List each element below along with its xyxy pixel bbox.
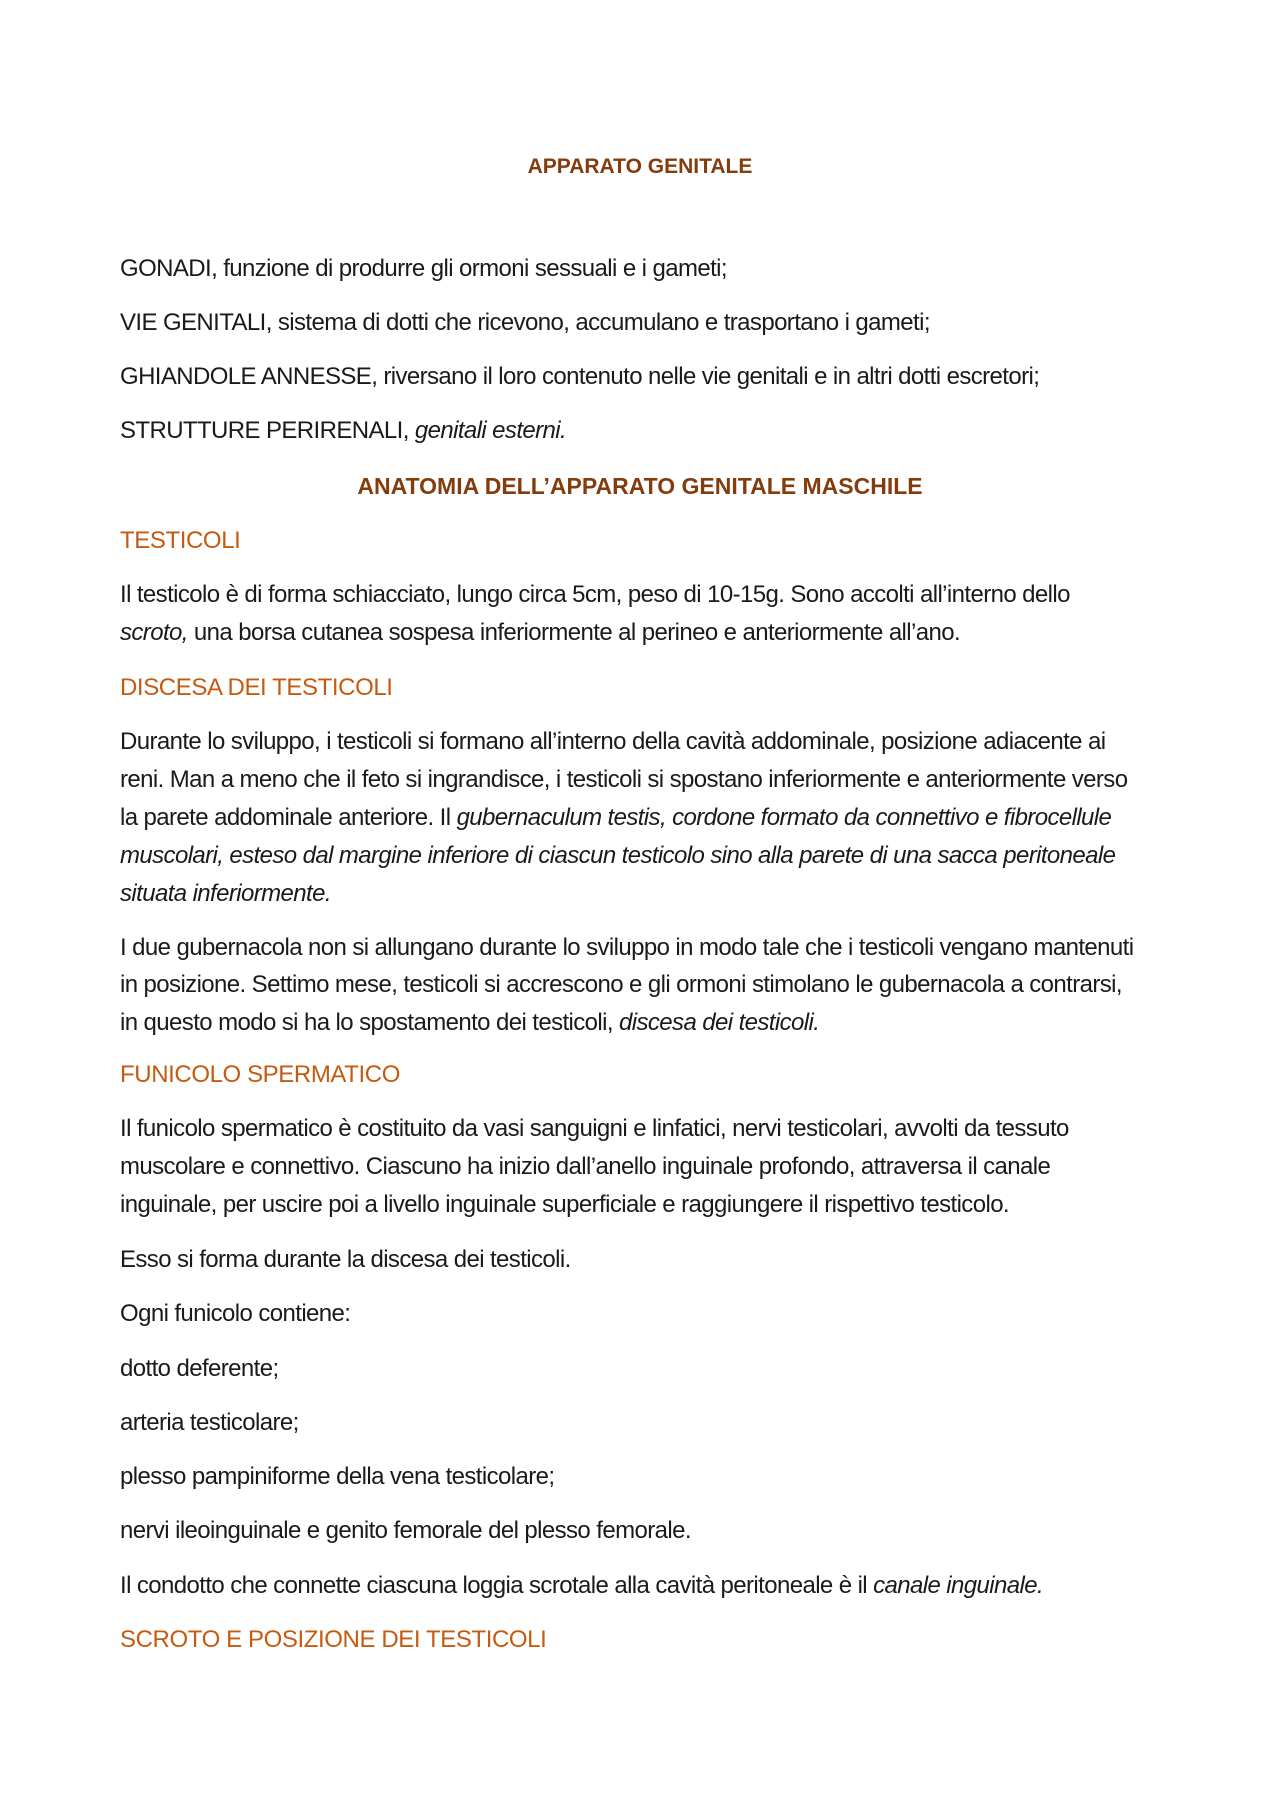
funicolo-line-1: Il funicolo spermatico è costituito da vasi sanguigni e linfatici, nervi testicolari, avvolti da tessuto [120, 1115, 1069, 1142]
intro-gonadi: GONADI, funzione di produrre gli ormoni sessuali e i gameti; [120, 255, 727, 282]
discesa-line-5-italic: situata inferiormente. [120, 880, 331, 907]
discesa-line-3-italic: gubernaculum testis, cordone formato da connettivo e fibrocellule [456, 804, 1112, 831]
funicolo-esso: Esso si forma durante la discesa dei testicoli. [120, 1246, 571, 1273]
section-title: ANATOMIA DELL’APPARATO GENITALE MASCHILE [357, 473, 923, 499]
discesa-p2-line-3-text: in questo modo si ha lo spostamento dei testicoli, [120, 1009, 620, 1036]
intro-strutture-italic: genitali esterni. [414, 417, 567, 444]
intro-vie-genitali: VIE GENITALI, sistema di dotti che ricevono, accumulano e trasportano i gameti; [120, 309, 930, 336]
discesa-line-2: reni. Man a meno che il feto si ingrandisce, i testicoli si spostano inferiormente e anteriormente verso [120, 766, 1128, 793]
discesa-line-3 [120, 799, 1160, 837]
funicolo-condotto [120, 1567, 1160, 1605]
intro-strutture-text: STRUTTURE PERIRENALI, [120, 417, 415, 444]
document-title: APPARATO GENITALE [527, 155, 753, 178]
testicoli-line-1: Il testicolo è di forma schiacciato, lungo circa 5cm, peso di 10-15g. Sono accolti all’interno dello [120, 581, 1070, 608]
funicolo-line-2: muscolare e connettivo. Ciascuno ha inizio dall’anello inguinale profondo, attraversa il canale [120, 1153, 1051, 1180]
heading-funicolo: FUNICOLO SPERMATICO [120, 1061, 400, 1088]
discesa-line-1: Durante lo sviluppo, i testicoli si formano all’interno della cavità addominale, posizione adiacente ai [120, 728, 1106, 755]
discesa-line-5 [120, 875, 1160, 913]
discesa-line-3-text: la parete addominale anteriore. Il [120, 804, 457, 831]
funicolo-item: arteria testicolare; [120, 1409, 299, 1436]
discesa-line-4-italic: muscolari, esteso dal margine inferiore di ciascun testicolo sino alla parete di una sacca peritoneale [120, 842, 1116, 869]
heading-discesa: DISCESA DEI TESTICOLI [120, 674, 393, 701]
testicoli-line-2-text: una borsa cutanea sospesa inferiormente al perineo e anteriormente all’ano. [187, 619, 961, 646]
intro-ghiandole: GHIANDOLE ANNESSE, riversano il loro contenuto nelle vie genitali e in altri dotti escretori; [120, 363, 1040, 390]
funicolo-condotto-text: Il condotto che connette ciascuna loggia scrotale alla cavità peritoneale è il [120, 1572, 874, 1599]
funicolo-condotto-italic: canale inguinale. [873, 1572, 1044, 1599]
discesa-line-4 [120, 837, 1160, 875]
funicolo-item: nervi ileoinguinale e genito femorale del plesso femorale. [120, 1517, 691, 1544]
discesa-p2-line-3-italic: discesa dei testicoli. [619, 1009, 820, 1036]
testicoli-scroto-italic: scroto, [120, 619, 188, 646]
funicolo-item: plesso pampiniforme della vena testicolare; [120, 1463, 555, 1490]
discesa-p2-line-1: I due gubernacola non si allungano durante lo sviluppo in modo tale che i testicoli vengano mantenuti [120, 934, 1134, 961]
heading-scroto: SCROTO E POSIZIONE DEI TESTICOLI [120, 1626, 547, 1653]
discesa-p2-line-2: in posizione. Settimo mese, testicoli si accrescono e gli ormoni stimolano le gubernacola a contrarsi, [120, 971, 1122, 998]
funicolo-line-3: inguinale, per uscire poi a livello inguinale superficiale e raggiungere il rispettivo testicolo. [120, 1191, 1010, 1218]
discesa-p2-line-3 [120, 1004, 1160, 1042]
funicolo-ogni: Ogni funicolo contiene: [120, 1300, 351, 1327]
heading-testicoli: TESTICOLI [120, 527, 241, 554]
funicolo-item: dotto deferente; [120, 1355, 279, 1382]
intro-strutture [120, 412, 1160, 450]
testicoli-line-2 [120, 614, 1160, 652]
